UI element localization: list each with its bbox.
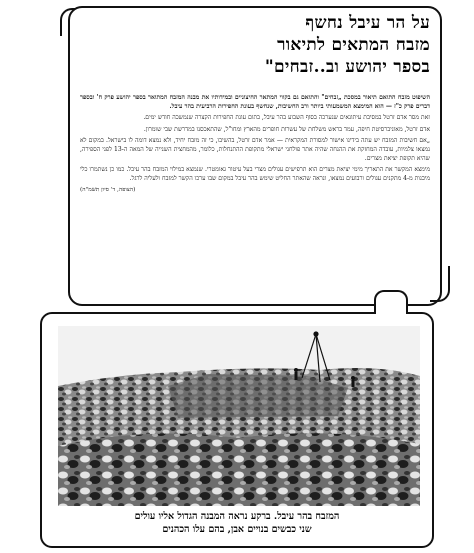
- photo-caption-line-2: שני כבשים בנויים אבן, בהם עלו הכהנים: [162, 524, 312, 535]
- photo-caption: [56, 510, 418, 536]
- article-lead-paragraph: השיפוט מזבח התואם תיאור במסכת „זבחים" והתואם גם בקווי המתאר החיצוניים ובמידותיו את מבנה המזבח המתואר בספר יהושע פרק ח' ובספר דברים פרק כ"ז — הוא המימצא המשמעותי ביותר ורב החשיבות, שנחשף בעונת החפירות הרביעית בהר עיבל.: [80, 94, 430, 110]
- article-paragraph-2: אדם זרטל, מאוניברסיטת חיפה, עמד בראש משלחת של עשרות חופרים מהארץ ומחו"ל, שהתאכסנו במדרשת שבי שומרון.: [143, 125, 430, 133]
- headline-line-1: על הר עיבל נחשף: [305, 13, 430, 33]
- article-clipping-panel: [68, 6, 442, 306]
- article-headline: [80, 12, 430, 78]
- article-paragraph-4: מימצא המקשר את התאריך מימי יציאת מצרים הוא תרפישים עגולים מצרי בעל עיטור גאומטרי. שנמצא במילוי המזבח בהר עיבל. כמו כן נשתמרו כלי מיבנות מ-4 מתקנים עגולים ורבועים נמצאו, ונראה שהאתר החליט שימש בהר עיבל במקום שבו ערכו הקשר למזבח ולעליה לרגל.: [80, 166, 430, 182]
- photo-caption-line-1: המזבח בהר עיבל. ברקע נראה המבנה הגדול אליו עולים: [134, 511, 340, 522]
- clipping-corner-tab: [374, 290, 408, 314]
- clipping-fold-bottom-right: [430, 266, 450, 302]
- altar-site-photo: [58, 326, 420, 506]
- article-paragraph-1: זאת מסר אדם זרטל במסיבת עיתונאים שנערכה בסוף השבוע בהר עיבל, בתום עונת החפירות הקצרה שנמשכה חודש ימים.: [143, 114, 430, 122]
- article-paragraph-3: „אם חשיבות המזבח יש עתה בידינו אישור למסורת המקראית — אמר אדם זרטל, בהשיבו, כי זה מזבח יחיד, ולא נמצא דומה לו בישראל. במקום לא נמצאו צלמיות, עובדה המחזקת את ההנחה שהיה אתר פולחני ישראלי מתקופת ההתנחלות, כלומר, מהמחצית השנייה של המאה ה-13 לפני הספירה, שהיא תקופת יציאת מצרים.: [80, 137, 430, 162]
- article-body: [80, 94, 430, 195]
- headline-line-2: מזבח המתאים לתיאור: [277, 35, 430, 55]
- photo-clipping-panel: [40, 312, 434, 548]
- headline-line-3: בספר יהושע וב..זבחים": [264, 57, 430, 77]
- article-source-citation: (הצופה, ד' סיון תשמ"ה): [80, 187, 136, 194]
